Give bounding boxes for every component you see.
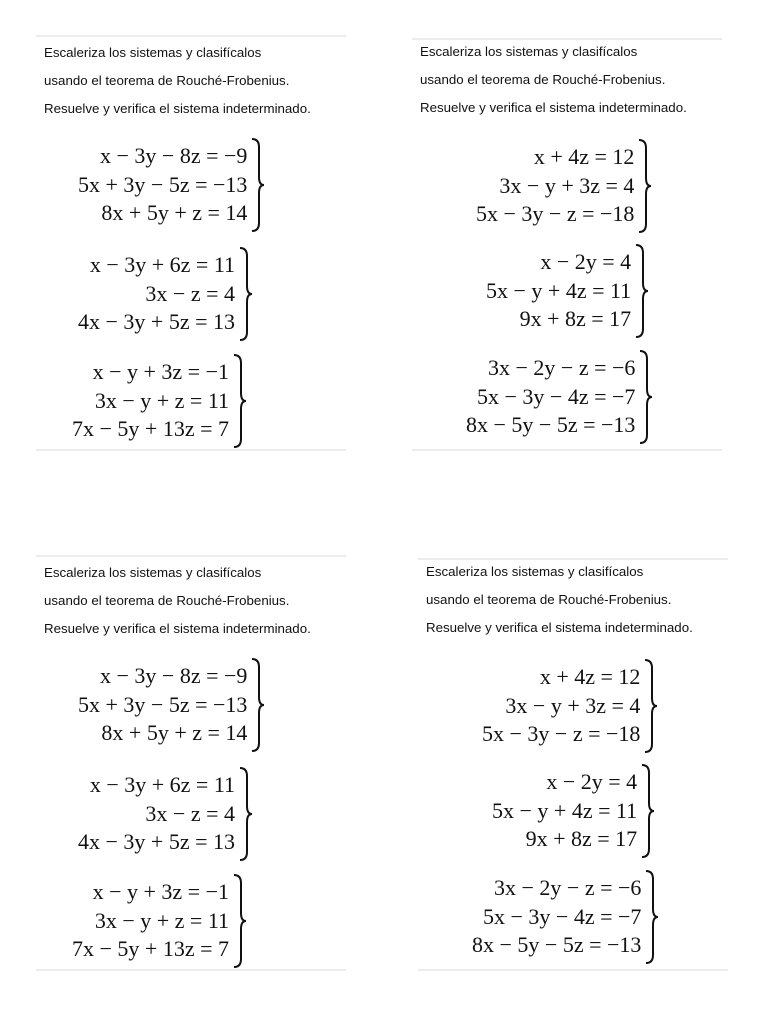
- divider: [36, 449, 346, 451]
- worksheet-card: [418, 558, 728, 972]
- equation: x + 4z = 12: [533, 144, 635, 170]
- instruction-line: Escaleriza los sistemas y clasifícalos: [44, 45, 262, 60]
- right-brace-icon: [644, 869, 660, 965]
- equation: 7x − 5y + 13z = 7: [72, 416, 229, 442]
- instruction-line: Escaleriza los sistemas y clasifícalos: [426, 564, 644, 579]
- equation-system: [466, 349, 654, 445]
- right-brace-icon: [634, 243, 650, 339]
- equation: x − 3y + 6z = 11: [89, 772, 235, 798]
- equation: 3x − 2y − z = −6: [488, 355, 636, 381]
- right-brace-icon: [638, 349, 654, 445]
- instruction-line: Resuelve y verifica el sistema indeterminado.: [426, 620, 693, 635]
- equation: 5x + 3y − 5z = −13: [78, 691, 248, 717]
- worksheet-card: [412, 38, 722, 452]
- equation: 3x − y + 3z = 4: [499, 172, 635, 198]
- right-brace-icon: [232, 353, 248, 449]
- equation: x − y + 3z = −1: [92, 879, 229, 905]
- equation: 5x + 3y − 5z = −13: [78, 171, 248, 197]
- divider: [36, 555, 346, 557]
- equation: 5x − 3y − 4z = −7: [483, 903, 642, 929]
- instruction-line: Escaleriza los sistemas y clasifícalos: [44, 565, 262, 580]
- divider: [36, 969, 346, 971]
- equation: 8x − 5y − 5z = −13: [466, 412, 636, 438]
- equation-system: [482, 658, 659, 754]
- worksheet-card: [36, 555, 346, 971]
- equation: x − 2y = 4: [540, 249, 632, 275]
- instruction-line: Resuelve y verifica el sistema indeterminado.: [44, 621, 311, 636]
- equation: 3x − y + z = 11: [94, 907, 229, 933]
- equation: x − 3y − 8z = −9: [100, 143, 248, 169]
- right-brace-icon: [250, 137, 266, 233]
- equation: x − y + 3z = −1: [92, 359, 229, 385]
- equation-system: [72, 353, 248, 449]
- equation: 5x − 3y − 4z = −7: [477, 383, 636, 409]
- equation: 4x − 3y + 5z = 13: [78, 829, 235, 855]
- instructions: [420, 38, 687, 122]
- equation: 4x − 3y + 5z = 13: [78, 309, 235, 335]
- equation: 5x − y + 4z = 11: [492, 797, 638, 823]
- equation-system: [78, 657, 266, 753]
- equation-system: [486, 243, 650, 339]
- equation-system: [78, 766, 254, 862]
- instruction-line: Resuelve y verifica el sistema indeterminado.: [44, 101, 311, 116]
- equation: 8x − 5y − 5z = −13: [472, 932, 642, 958]
- equation-system: [492, 763, 656, 859]
- right-brace-icon: [232, 873, 248, 969]
- equation-system: [78, 137, 266, 233]
- equation: 9x + 8z = 17: [525, 826, 638, 852]
- right-brace-icon: [238, 766, 254, 862]
- divider: [36, 35, 346, 37]
- equation: 3x − z = 4: [145, 280, 235, 306]
- instruction-line: Escaleriza los sistemas y clasifícalos: [420, 44, 638, 59]
- instructions: [426, 558, 693, 642]
- equation: 8x + 5y + z = 14: [101, 720, 248, 746]
- equation-system: [476, 138, 653, 234]
- equation: 5x − 3y − z = −18: [482, 721, 641, 747]
- right-brace-icon: [640, 763, 656, 859]
- equation: 5x − y + 4z = 11: [486, 277, 632, 303]
- divider: [412, 449, 722, 451]
- equation: 7x − 5y + 13z = 7: [72, 936, 229, 962]
- equation: x − 3y − 8z = −9: [100, 663, 248, 689]
- equation: x − 2y = 4: [546, 769, 638, 795]
- instruction-line: usando el teorema de Rouché-Frobenius.: [44, 593, 290, 608]
- instruction-line: Resuelve y verifica el sistema indeterminado.: [420, 100, 687, 115]
- worksheet-card: [36, 35, 346, 451]
- equation-system: [472, 869, 660, 965]
- equation: 5x − 3y − z = −18: [476, 201, 635, 227]
- equation: 3x − 2y − z = −6: [494, 875, 642, 901]
- equation-system: [78, 246, 254, 342]
- instructions: [44, 559, 311, 643]
- equation: 8x + 5y + z = 14: [101, 200, 248, 226]
- equation: 9x + 8z = 17: [519, 306, 632, 332]
- divider: [418, 969, 728, 971]
- equation-system: [72, 873, 248, 969]
- equation: x − 3y + 6z = 11: [89, 252, 235, 278]
- instructions: [44, 39, 311, 123]
- equation: 3x − y + z = 11: [94, 387, 229, 413]
- equation: 3x − y + 3z = 4: [505, 692, 641, 718]
- equation: 3x − z = 4: [145, 800, 235, 826]
- right-brace-icon: [238, 246, 254, 342]
- instruction-line: usando el teorema de Rouché-Frobenius.: [426, 592, 672, 607]
- right-brace-icon: [250, 657, 266, 753]
- right-brace-icon: [637, 138, 653, 234]
- instruction-line: usando el teorema de Rouché-Frobenius.: [44, 73, 290, 88]
- instruction-line: usando el teorema de Rouché-Frobenius.: [420, 72, 666, 87]
- right-brace-icon: [643, 658, 659, 754]
- equation: x + 4z = 12: [539, 664, 641, 690]
